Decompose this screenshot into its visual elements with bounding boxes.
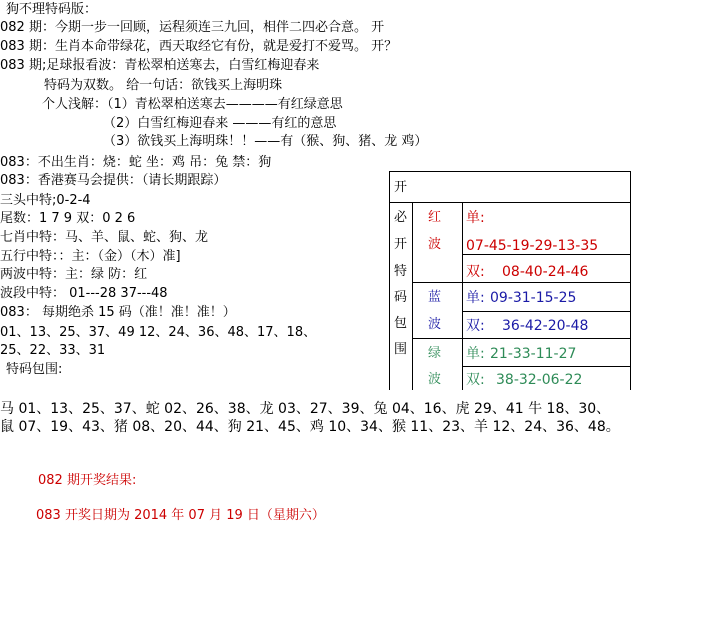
line-buchu: 083：不出生肖：烧：蛇 坐：鸡 吊：兔 禁：狗 bbox=[0, 155, 272, 170]
page-title: 狗不理特码版： bbox=[6, 2, 98, 17]
line-qixiao: 七肖中特：马、羊、鼠、蛇、狗、龙 bbox=[0, 230, 209, 245]
line-weishu: 尾数：1 7 9 双：0 2 6 bbox=[0, 211, 136, 226]
result-083-date: 083 开奖日期为 2014 年 07 月 19 日（星期六） bbox=[36, 508, 325, 523]
wave-table bbox=[389, 171, 631, 390]
line-jie3: （3）欲钱买上海明珠！！——有（猴、狗、猪、龙 鸡） bbox=[103, 134, 428, 149]
line-nums-1: 01、13、25、37、49 12、24、36、48、17、18、 bbox=[0, 325, 317, 340]
wave-table-sub-rule-3 bbox=[462, 366, 630, 367]
wave-table-side-rule bbox=[412, 202, 413, 390]
blue-double-numbers: 36-42-20-48 bbox=[502, 318, 589, 334]
side-char: 码 bbox=[394, 290, 408, 305]
wave-table-row-rule-2 bbox=[412, 338, 630, 339]
blue-single-label: 单: bbox=[466, 290, 485, 306]
zodiac-line-2: 鼠 07、19、43、猪 08、20、44、狗 21、45、鸡 10、34、猴 11、23、羊 12、24、36、48。 bbox=[0, 419, 620, 435]
line-nums-2: 25、22、33、31 bbox=[0, 343, 106, 358]
side-char: 开 bbox=[394, 237, 408, 252]
line-tema: 特码为双数。 给一句话：欲钱买上海明珠 bbox=[44, 78, 283, 93]
line-082: 082 期：今期一步一回顾，运程须连三九回，相伴二四必合意。 开 bbox=[0, 20, 385, 35]
line-083: 083 期：生肖本命带绿花，西天取经它有份，就是爱打不爱骂。 开？ bbox=[0, 39, 398, 54]
green-single-numbers: 21-33-11-27 bbox=[490, 346, 577, 362]
side-char: 必 bbox=[394, 210, 408, 225]
red-single-label: 单: bbox=[466, 210, 485, 226]
blue-single-numbers: 09-31-15-25 bbox=[490, 290, 577, 306]
wave-table-row-rule-1 bbox=[412, 282, 630, 283]
wave-name-red: 红 bbox=[428, 210, 442, 225]
side-char: 围 bbox=[394, 342, 408, 357]
wave-table-sub-rule-1 bbox=[462, 254, 630, 255]
line-wuxing: 五行中特：：主：（金）（木）准] bbox=[0, 249, 181, 264]
red-double-label: 双: bbox=[466, 264, 485, 280]
wave-name-blue: 蓝 bbox=[428, 290, 442, 305]
line-baowei: 特码包围: bbox=[6, 362, 63, 377]
wave-table-title: 开 bbox=[394, 180, 408, 195]
line-jiejie: 个人浅解：（1）青松翠柏送寒去————有红绿意思 bbox=[42, 97, 343, 112]
wave-table-sub-rule-2 bbox=[462, 311, 630, 312]
line-liangbo: 两波中特：主：绿 防：红 bbox=[0, 267, 148, 282]
line-jie2: （2）白雪红梅迎春来 ———有红的意思 bbox=[103, 116, 337, 131]
wave-name-red-2: 波 bbox=[428, 237, 442, 252]
line-083-football: 083 期;足球报看波：青松翠柏送寒去，白雪红梅迎春来 bbox=[0, 58, 320, 73]
zodiac-line-1: 马 01、13、25、37、蛇 02、26、38、龙 03、27、39、兔 04、16、虎 29、41 牛 18、30、 bbox=[0, 401, 611, 417]
line-boduan: 波段中特： 01---28 37---48 bbox=[0, 286, 168, 301]
green-double-label: 双: bbox=[466, 372, 485, 388]
line-santou: 三头中特;0-2-4 bbox=[0, 193, 91, 208]
side-char: 包 bbox=[394, 316, 408, 331]
result-082: 082 期开奖结果: bbox=[38, 473, 137, 488]
wave-table-header-rule bbox=[390, 202, 630, 203]
side-char: 特 bbox=[394, 264, 408, 279]
wave-name-green: 绿 bbox=[428, 346, 442, 361]
blue-double-label: 双: bbox=[466, 318, 485, 334]
line-hk: 083：香港赛马会提供：（请长期跟踪） bbox=[0, 173, 227, 188]
green-double-numbers: 38-32-06-22 bbox=[496, 372, 583, 388]
wave-table-name-rule bbox=[462, 202, 463, 390]
green-single-label: 单: bbox=[466, 346, 485, 362]
red-double-numbers: 08-40-24-46 bbox=[502, 264, 589, 280]
wave-name-blue-2: 波 bbox=[428, 317, 442, 332]
line-jueshao: 083： 每期绝杀 15 码（准！准！准！） bbox=[0, 305, 236, 320]
red-single-numbers: 07-45-19-29-13-35 bbox=[466, 238, 599, 254]
wave-name-green-2: 波 bbox=[428, 372, 442, 387]
